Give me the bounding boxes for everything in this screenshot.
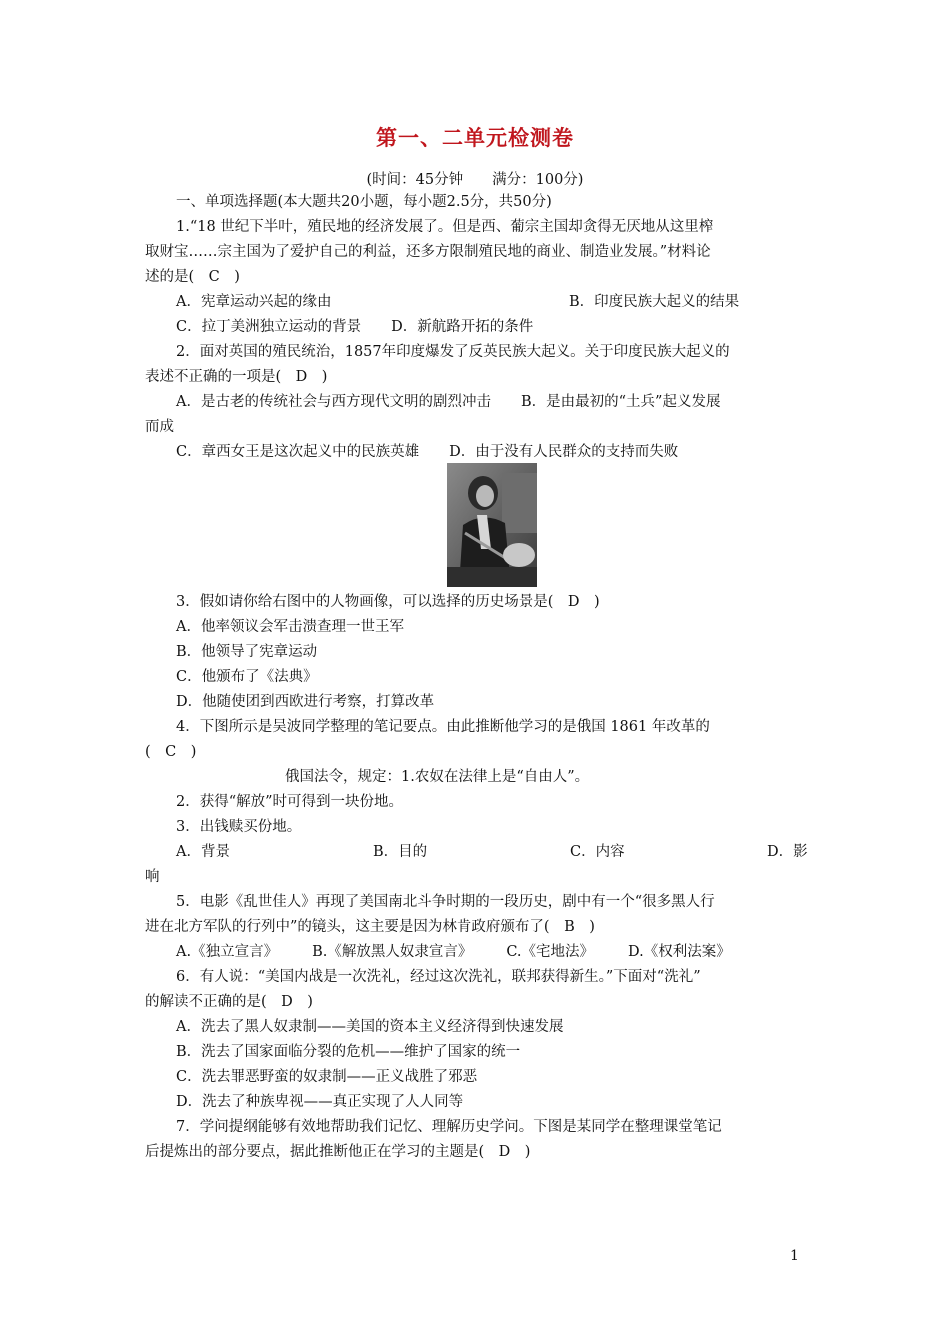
q1-option-c: C．拉丁美洲独立运动的背景 bbox=[176, 319, 362, 335]
q4-option-a: A．背景 bbox=[176, 844, 230, 860]
q2-options-ab bbox=[176, 392, 840, 412]
q6-option-d: D．洗去了种族卑视——真正实现了人人同等 bbox=[176, 1094, 464, 1110]
q4-option-d: D．影 bbox=[767, 844, 808, 860]
q1-option-b: B．印度民族大起义的结果 bbox=[569, 294, 740, 310]
q1-stem-line-3: 述的是( C ) bbox=[145, 269, 240, 285]
q5-options bbox=[176, 942, 840, 962]
q3-option-b: B．他领导了宪章运动 bbox=[176, 644, 318, 660]
q5-option-b: B.《解放黑人奴隶宣言》 bbox=[312, 944, 473, 960]
q6-stem-line-1: 6．有人说：“美国内战是一次洗礼，经过这次洗礼，联邦获得新生。”下面对“洗礼” bbox=[176, 969, 701, 985]
q1-options-cd bbox=[176, 317, 840, 337]
portrait-image bbox=[447, 463, 537, 587]
q2-option-b: B．是由最初的“土兵”起义发展 bbox=[520, 394, 721, 410]
q5-stem-line-2: 进在北方军队的行列中”的镜头，这主要是因为林肯政府颁布了( B ) bbox=[145, 919, 595, 935]
q2-stem-line-1: 2．面对英国的殖民统治，1857年印度爆发了反英民族大起义。关于印度民族大起义的 bbox=[176, 344, 730, 360]
q5-option-d: D.《权利法案》 bbox=[628, 944, 731, 960]
q3-option-a: A．他率领议会军击溃查理一世王军 bbox=[176, 619, 404, 635]
page-title: 第一、二单元检测卷 bbox=[376, 126, 574, 150]
q2-option-c: C．章西女王是这次起义中的民族英雄 bbox=[176, 444, 420, 460]
q4-note-line-1: 俄国法令，规定：1.农奴在法律上是“自由人”。 bbox=[285, 769, 590, 785]
q7-stem-line-1: 7．学问提纲能够有效地帮助我们记忆、理解历史学问。下图是某同学在整理课堂笔记 bbox=[176, 1119, 722, 1135]
q4-option-b: B．目的 bbox=[373, 844, 428, 860]
q6-option-c: C．洗去罪恶野蛮的奴隶制——正义战胜了邪恶 bbox=[176, 1069, 478, 1085]
q6-option-a: A．洗去了黑人奴隶制——美国的资本主义经济得到快速发展 bbox=[176, 1019, 564, 1035]
q5-option-c: C.《宅地法》 bbox=[506, 944, 595, 960]
q2-stem-line-2: 表述不正确的一项是( D ) bbox=[145, 369, 328, 385]
q2-option-a: A．是古老的传统社会与西方现代文明的剧烈冲击 bbox=[176, 394, 491, 410]
q5-option-a: A.《独立宣言》 bbox=[176, 944, 279, 960]
q4-option-c: C．内容 bbox=[570, 844, 625, 860]
q4-option-d-cont: 响 bbox=[145, 869, 160, 885]
q1-stem-line-2: 取财宝……宗主国为了爱护自己的利益，还多方限制殖民地的商业、制造业发展。”材料论 bbox=[145, 244, 711, 260]
q4-note-line-3: 3．出钱赎买份地。 bbox=[176, 819, 302, 835]
page-number: 1 bbox=[790, 1248, 799, 1264]
q6-option-b: B．洗去了国家面临分裂的危机——维护了国家的统一 bbox=[176, 1044, 521, 1060]
q5-stem-line-1: 5．电影《乱世佳人》再现了美国南北斗争时期的一段历史，剧中有一个“很多黑人行 bbox=[176, 894, 715, 910]
q1-option-d: D．新航路开拓的条件 bbox=[391, 319, 534, 335]
q4-note-line-2: 2．获得“解放”时可得到一块份地。 bbox=[176, 794, 404, 810]
q3-option-d: D．他随使团到西欧进行考察，打算改革 bbox=[176, 694, 435, 710]
q6-stem-line-2: 的解读不正确的是( D ) bbox=[145, 994, 313, 1010]
section-heading: 一、单项选择题(本大题共20小题，每小题2.5分，共50分) bbox=[176, 194, 552, 210]
q4-stem-line-1: 4．下图所示是吴波同学整理的笔记要点。由此推断他学习的是俄国 1861 年改革的 bbox=[176, 719, 710, 735]
exam-info: (时间：45分钟 满分：100分) bbox=[366, 172, 584, 188]
q1-stem-line-1: 1.“18 世纪下半叶，殖民地的经济发展了。但是西、葡宗主国却贪得无厌地从这里榨 bbox=[176, 219, 714, 235]
q3-option-c: C．他颁布了《法典》 bbox=[176, 669, 318, 685]
q3-stem: 3．假如请你给右图中的人物画像，可以选择的历史场景是( D ) bbox=[176, 594, 600, 610]
q7-stem-line-2: 后提炼出的部分要点，据此推断他正在学习的主题是( D ) bbox=[145, 1144, 531, 1160]
q1-option-a: A．宪章运动兴起的缘由 bbox=[176, 294, 332, 310]
q2-option-d: D．由于没有人民群众的支持而失败 bbox=[449, 444, 679, 460]
q2-option-b-cont: 而成 bbox=[145, 419, 174, 435]
q4-stem-line-2: ( C ) bbox=[145, 744, 197, 760]
q2-options-cd bbox=[176, 442, 840, 462]
